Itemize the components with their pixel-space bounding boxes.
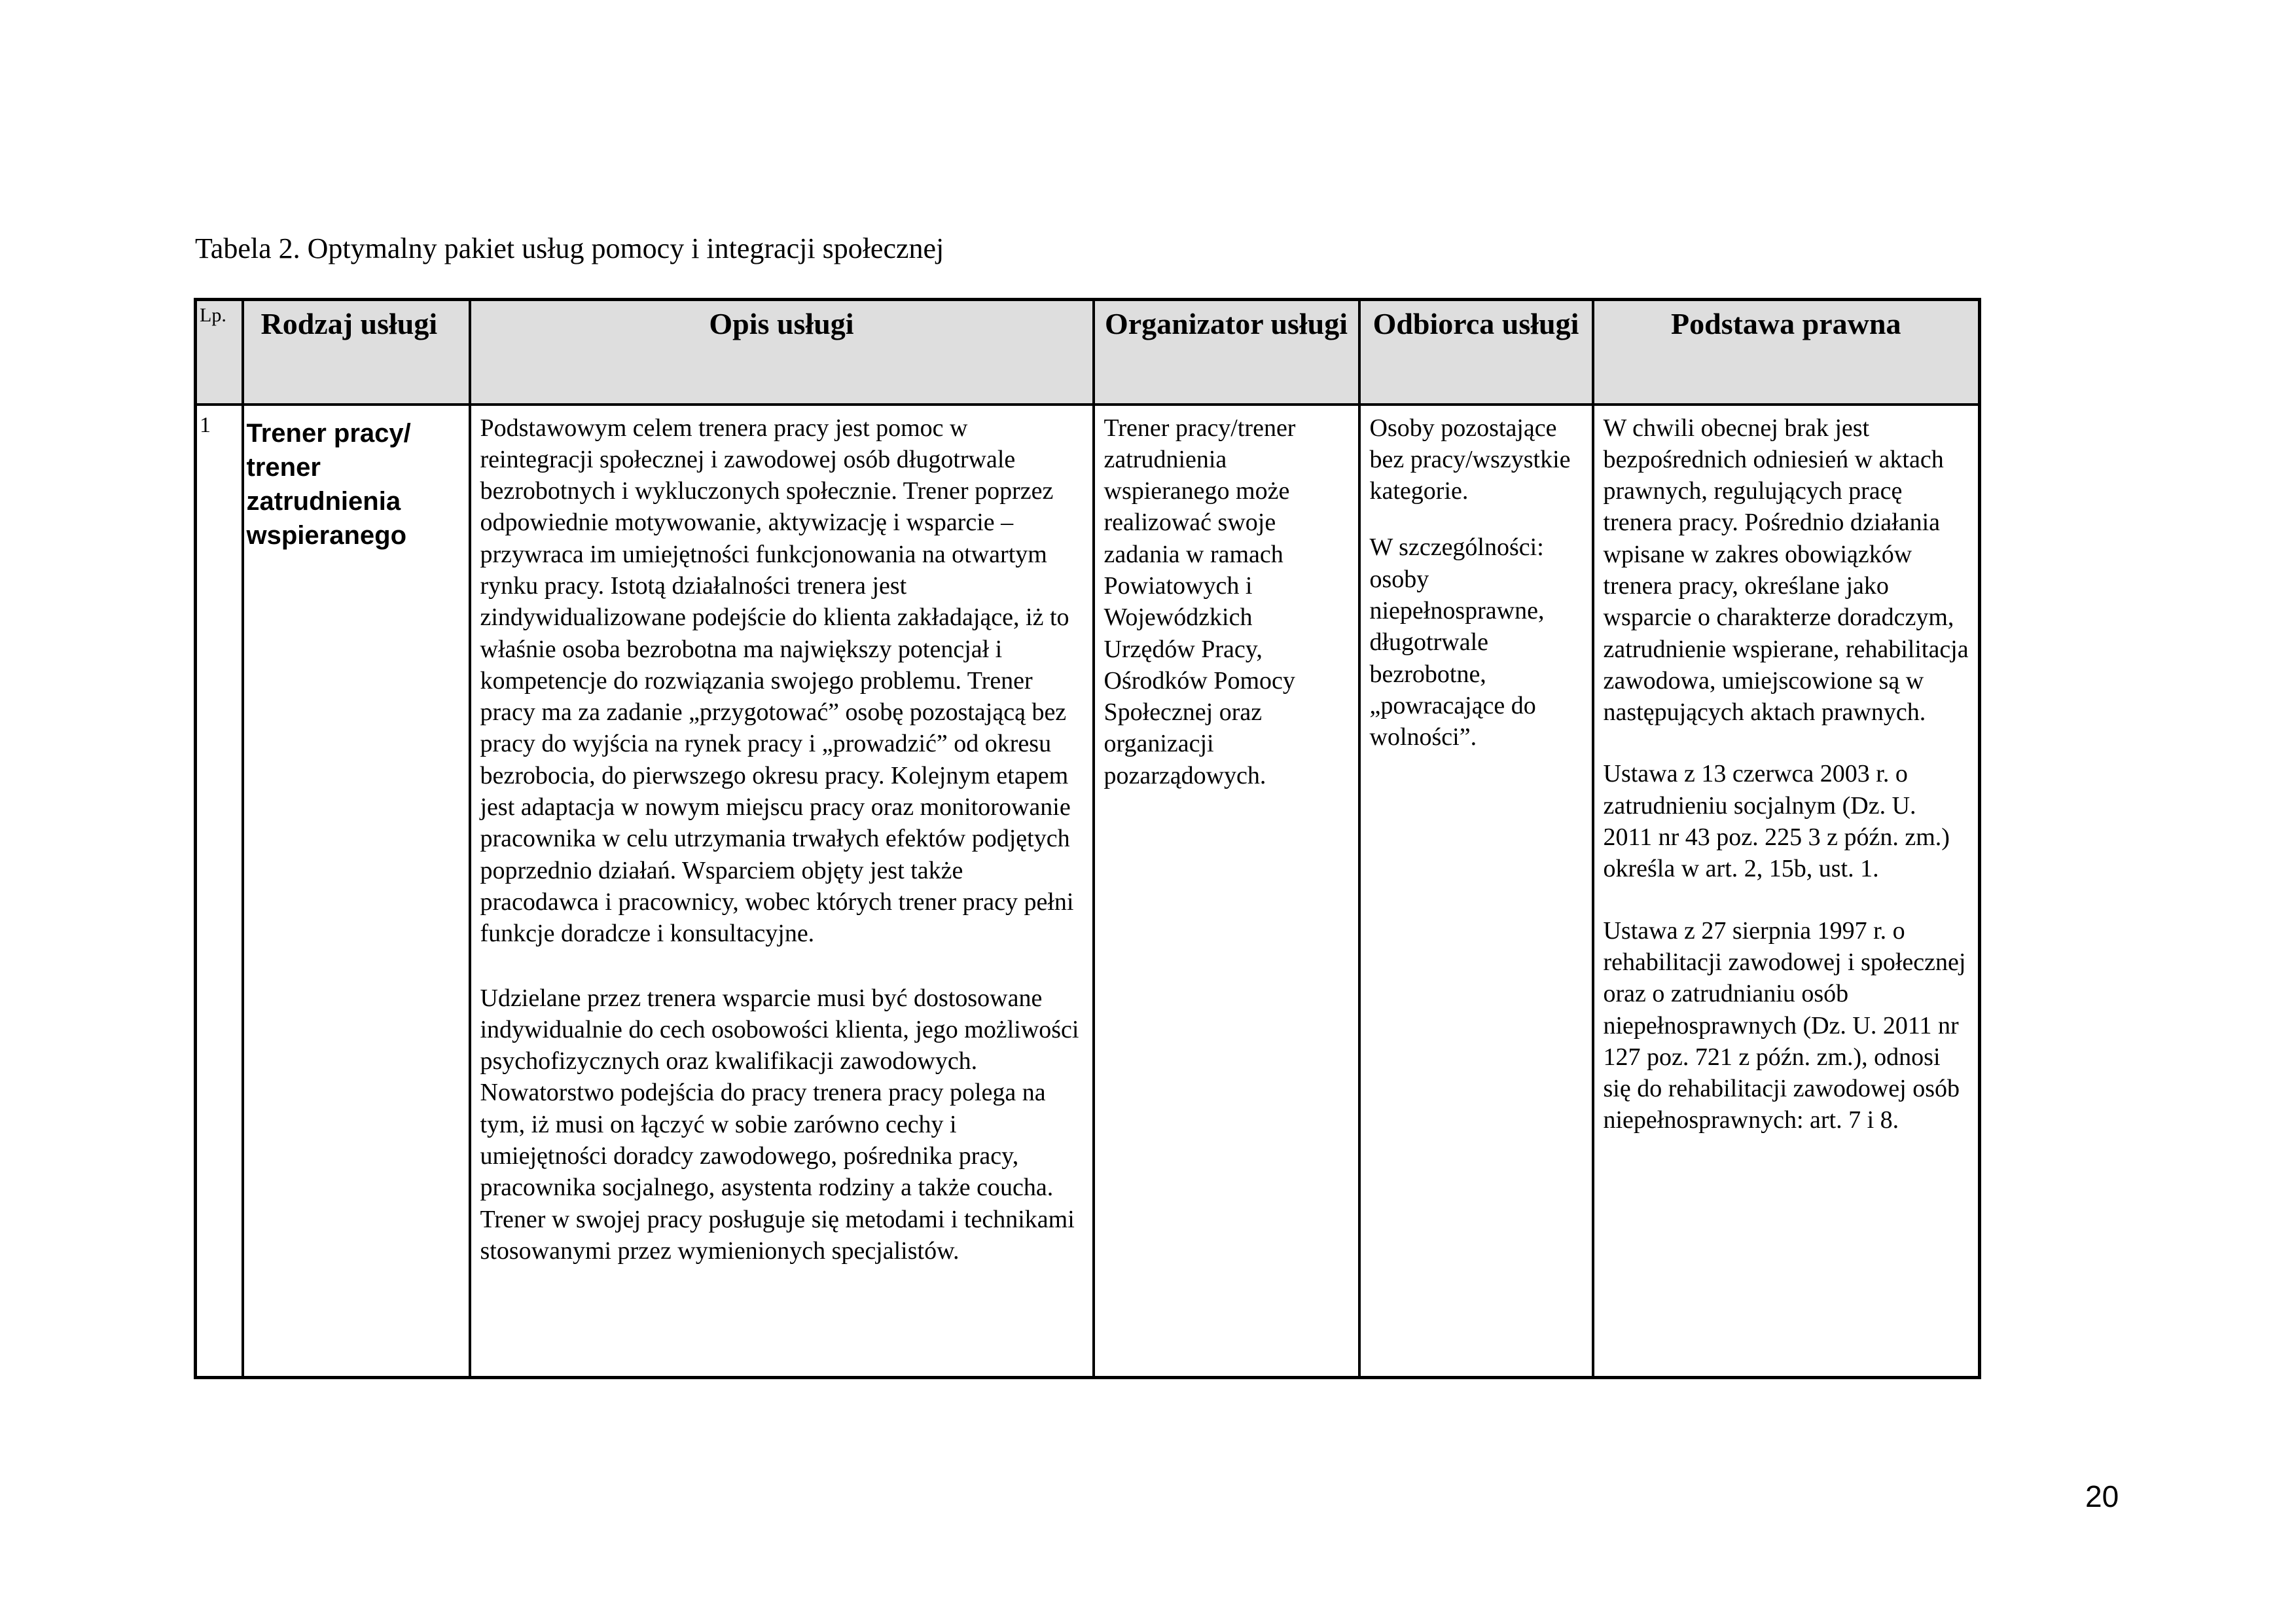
cell-opis-uslugi <box>470 405 1094 1378</box>
opis-paragraph: Podstawowym celem trenera pracy jest pomoc w reintegracji społecznej i zawodowej osób długotrwale bezrobotnych i wykluczonych społecznie. Trener poprzez odpowiednie motywowanie, aktywizację i wsparcie – przywraca im umiejętności funkcjonowania na otwartym rynku pracy. Istotą działalności trenera jest zindywidualizowane podejście do klienta zakładające, iż to właśnie osoba bezrobotna ma największy potencjał i kompetencje do rozwiązania swojego problemu. Trener pracy ma za zadanie „przygotować” osobę pozostającą bez pracy do wyjścia na rynek pracy i „prowadzić” od okresu bezrobocia, do pierwszego okresu pracy. Kolejnym etapem jest adaptacja w nowym miejscu pracy oraz monitorowanie pracownika w celu utrzymania trwałych efektów podjętych poprzednio działań. Wsparciem objęty jest także pracodawca i pracownicy, wobec których trener pracy pełni funkcje doradcze i konsultacyjne. <box>480 414 1074 948</box>
table-header-row <box>196 300 1980 405</box>
odbiorca-paragraph: W szczególności: osoby niepełnosprawne, długotrwale bezrobotne, „powracające do wolności”. <box>1369 533 1545 751</box>
header-rodzaj-uslugi: Rodzaj usługi <box>243 300 470 405</box>
cell-podstawa-prawna <box>1593 405 1980 1378</box>
odbiorca-paragraph: Osoby pozostające bez pracy/wszystkie kategorie. <box>1369 414 1571 505</box>
header-odbiorca-uslugi: Odbiorca usługi <box>1359 300 1593 405</box>
cell-lp: 1 <box>196 405 243 1378</box>
services-table <box>194 298 1981 1379</box>
cell-organizator-uslugi <box>1094 405 1359 1378</box>
page-number: 20 <box>2085 1479 2119 1513</box>
organizator-paragraph: Trener pracy/trener zatrudnienia wspieranego może realizować swoje zadania w ramach Powiatowych i Wojewódzkich Urzędów Pracy, Ośrodków Pomocy Społecznej oraz organizacji pozarządowych. <box>1103 414 1296 789</box>
opis-paragraph: Udzielane przez trenera wsparcie musi być dostosowane indywidualnie do cech osobowości klienta, jego możliwości psychofizycznych oraz kwalifikacji zawodowych. Nowatorstwo podejścia do pracy trenera pracy polega na tym, iż musi on łączyć w sobie zarówno cechy i umiejętności doradcy zawodowego, pośrednika pracy, pracownika socjalnego, asystenta rodziny a także coucha. Trener w swojej pracy posługuje się metodami i technikami stosowanymi przez wymienionych specjalistów. <box>480 984 1079 1265</box>
header-opis-uslugi: Opis usługi <box>470 300 1094 405</box>
podstawa-paragraph: Ustawa z 27 sierpnia 1997 r. o rehabilitacji zawodowej i społecznej oraz o zatrudnianiu osób niepełnosprawnych (Dz. U. 2011 nr 127 poz. 721 z późn. zm.), odnosi się do rehabilitacji zawodowej osób niepełnosprawnych: art. 7 i 8. <box>1603 916 1966 1134</box>
header-organizator-uslugi: Organizator usługi <box>1094 300 1359 405</box>
header-lp: Lp. <box>196 300 243 405</box>
podstawa-paragraph: W chwili obecnej brak jest bezpośrednich odniesień w aktach prawnych, regulujących pracę trenera pracy. Pośrednio działania wpisane w zakres obowiązków trenera pracy, określane jako wsparcie o charakterze doradczym, zatrudnienie wspierane, rehabilitacja zawodowa, umiejscowione są w następujących aktach prawnych. <box>1603 414 1969 727</box>
cell-odbiorca-uslugi <box>1359 405 1593 1378</box>
header-podstawa-prawna: Podstawa prawna <box>1593 300 1980 405</box>
table-caption: Tabela 2. Optymalny pakiet usług pomocy i integracji społecznej <box>195 232 944 264</box>
table-row <box>196 405 1980 1378</box>
podstawa-paragraph: Ustawa z 13 czerwca 2003 r. o zatrudnieniu socjalnym (Dz. U. 2011 nr 43 poz. 225 3 z późn. zm.) określa w art. 2, 15b, ust. 1. <box>1603 760 1950 883</box>
cell-rodzaj-uslugi: Trener pracy/ trener zatrudnienia wspieranego <box>243 405 470 1378</box>
